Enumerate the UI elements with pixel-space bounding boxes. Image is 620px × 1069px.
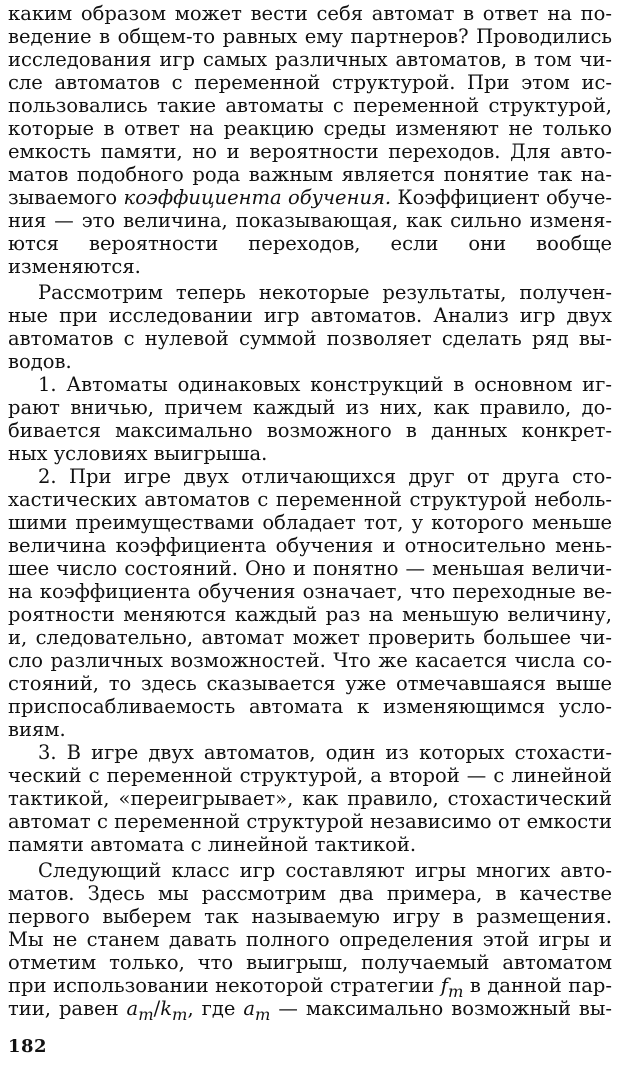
text-line: бивается максимально возможного в данных конкрет- [8, 419, 612, 442]
text-line: пользовались такие автоматы с переменной структурой, [8, 94, 612, 117]
text-line: стояний, то здесь сказывается уже отмечавшаяся выше [8, 672, 612, 695]
text-line: и, следовательно, автомат может проверить большее чи- [8, 626, 612, 649]
text-line: ные при исследовании игр автоматов. Анализ игр двух [8, 304, 612, 327]
text-line: 1. Автоматы одинаковых конструкций в основном иг- [38, 373, 612, 396]
text-line: ведение в общем-то равных ему партнеров? Проводились [8, 25, 612, 48]
text-line: Рассмотрим теперь некоторые результаты, получен- [38, 281, 612, 304]
text-line: сло различных возможностей. Что же касается числа со- [8, 649, 612, 672]
text-line: Мы не станем давать полного определения этой игры и [8, 928, 612, 951]
text-line: автомат с переменной структурой независимо от емкости [8, 810, 612, 833]
text-line: на коэффициента обучения означает, что переходные ве- [8, 580, 612, 603]
text-line: исследования игр самых различных автоматов, в том чи- [8, 48, 612, 71]
text-line: автоматов с нулевой суммой позволяет сделать ряд вы- [8, 327, 612, 350]
text-line: матов подобного рода важным является понятие так на- [8, 163, 612, 186]
text-line: емкость памяти, но и вероятности переходов. Для авто- [8, 140, 612, 163]
text-line: сле автоматов с переменной структурой. При этом ис- [8, 71, 612, 94]
text-line: памяти автомата с линейной тактикой. [8, 833, 417, 856]
text-line: которые в ответ на реакцию среды изменяют не только [8, 117, 612, 140]
text-line: величина коэффициента обучения и относительно мень- [8, 534, 612, 557]
text-line: при использовании некоторой стратегии $f_m$ в данной пар- [8, 974, 613, 1001]
text-line: Следующий класс игр составляют игры многих авто- [38, 859, 612, 882]
body-text [8, 2, 613, 1024]
text-line: шими преимуществами обладает тот, у которого меньше [8, 511, 612, 534]
text-line: отметим только, что выигрыш, получаемый автоматом [8, 951, 612, 974]
text-line: матов. Здесь мы рассмотрим два примера, в качестве [8, 882, 612, 905]
text-line: 2. При игре двух отличающихся друг от друга сто- [38, 465, 612, 488]
text-line: тактикой, «переигрывает», как правило, стохастический [8, 787, 612, 810]
text-line: шее число состояний. Оно и понятно — меньшая величи- [8, 557, 612, 580]
text-line: изменяются. [8, 255, 141, 278]
text-line: водов. [8, 350, 72, 373]
text-line: ния — это величина, показывающая, как сильно изменя- [8, 209, 612, 232]
text-line: ческий с переменной структурой, а второй — с линейной [8, 764, 612, 787]
text-line: каким образом может вести себя автомат в ответ на по- [8, 2, 612, 25]
text-line: 3. В игре двух автоматов, один из которых стохасти- [38, 741, 612, 764]
page-number: 182 [8, 1036, 48, 1057]
text-line: зываемого коэффициента обучения. Коэффициент обуче- [8, 186, 612, 209]
text-line: ются вероятности переходов, если они вообще [8, 232, 612, 255]
text-line: приспосабливаемость автомата к изменяющимся усло- [8, 695, 612, 718]
text-line: хастических автоматов с переменной структурой неболь- [8, 488, 612, 511]
text-line: рают вничью, причем каждый из них, как правило, до- [8, 396, 612, 419]
text-line: первого выберем так называемую игру в размещения. [8, 905, 612, 928]
text-line: виям. [8, 718, 66, 741]
text-line: тии, равен $a_m/k_m$, где $a_m$ — максимально возможный вы- [8, 997, 613, 1024]
text-line: роятности меняются каждый раз на меньшую величину, [8, 603, 612, 626]
text-line: ных условиях выигрыша. [8, 442, 268, 465]
